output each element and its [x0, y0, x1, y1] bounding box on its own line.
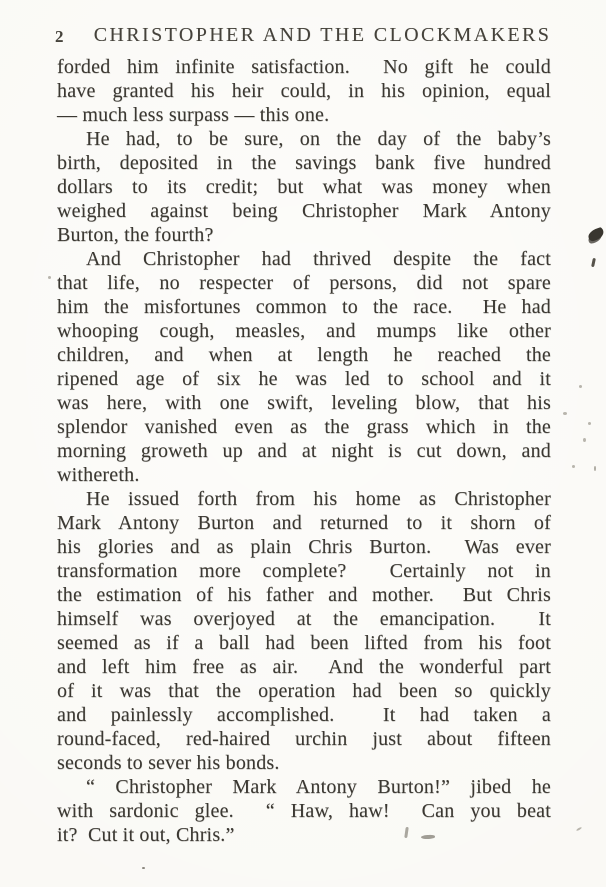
text-line: his glories and as plain Chris Burton. Was ever	[57, 536, 551, 558]
text-line: was here, with one swift, leveling blow, that his	[57, 392, 551, 414]
speck-artifact	[572, 465, 575, 468]
text-line: seemed as if a ball had been lifted from his foot	[57, 632, 551, 654]
text-line: “ Christopher Mark Antony Burton!” jibed he	[86, 776, 551, 798]
text-line: And Christopher had thrived despite the fact	[86, 248, 551, 270]
paragraph	[57, 487, 551, 775]
speck-artifact	[48, 276, 51, 279]
running-title: CHRISTOPHER AND THE CLOCKMAKERS	[93, 24, 552, 46]
speck-artifact	[588, 422, 591, 425]
text-line: forded him infinite satisfaction. No gift he could	[57, 56, 551, 78]
text-line: dollars to its credit; but what was money when	[57, 176, 551, 198]
page-number: 2	[55, 27, 65, 46]
paragraph	[57, 775, 551, 847]
text-line: and painlessly accomplished. It had taken a	[57, 704, 551, 726]
text-line: of it was that the operation had been so quickly	[57, 680, 551, 702]
speck-artifact	[142, 867, 145, 869]
text-line: it? Cut it out, Chris.”	[57, 824, 235, 846]
text-line: himself was overjoyed at the emancipation. It	[57, 608, 551, 630]
paragraph	[57, 55, 551, 127]
text-line: ripened age of six he was led to school and it	[57, 368, 551, 390]
speck-artifact	[594, 466, 596, 471]
paragraph	[57, 127, 551, 247]
ink-tick-artifact	[591, 258, 595, 267]
text-line: splendor vanished even as the grass which in the	[57, 416, 551, 438]
running-head	[55, 24, 552, 48]
speck-artifact	[563, 412, 567, 415]
ink-blot-artifact	[587, 227, 606, 242]
text-line: and left him free as air. And the wonderful part	[57, 656, 551, 678]
text-line: birth, deposited in the savings bank five hundred	[57, 152, 551, 174]
text-line: Mark Antony Burton and returned to it shorn of	[57, 512, 551, 534]
text-line: seconds to sever his bonds.	[57, 752, 280, 774]
text-line: He issued forth from his home as Christopher	[86, 488, 551, 510]
paragraph	[57, 247, 551, 487]
text-line: round-faced, red-haired urchin just about fifteen	[57, 728, 551, 750]
text-line: him the misfortunes common to the race. He had	[57, 296, 551, 318]
text-line: He had, to be sure, on the day of the baby’s	[86, 128, 551, 150]
text-line: with sardonic glee. “ Haw, haw! Can you beat	[57, 800, 551, 822]
text-line: children, and when at length he reached the	[57, 344, 551, 366]
page-text	[57, 55, 551, 847]
text-line: transformation more complete? Certainly not in	[57, 560, 551, 582]
text-line: Burton, the fourth?	[57, 224, 214, 246]
text-line: weighed against being Christopher Mark Antony	[57, 200, 551, 222]
text-line: — much less surpass — this one.	[57, 104, 330, 126]
text-line: morning groweth up and at night is cut down, and	[57, 440, 551, 462]
text-line: whooping cough, measles, and mumps like other	[57, 320, 551, 342]
text-line: that life, no respecter of persons, did not spare	[57, 272, 551, 294]
text-line: withereth.	[57, 464, 140, 486]
speck-artifact	[579, 385, 582, 388]
speck-artifact	[583, 438, 586, 442]
text-line: have granted his heir could, in his opinion, equal	[57, 80, 551, 102]
text-line: the estimation of his father and mother. But Chris	[57, 584, 551, 606]
speck-artifact	[576, 827, 582, 832]
